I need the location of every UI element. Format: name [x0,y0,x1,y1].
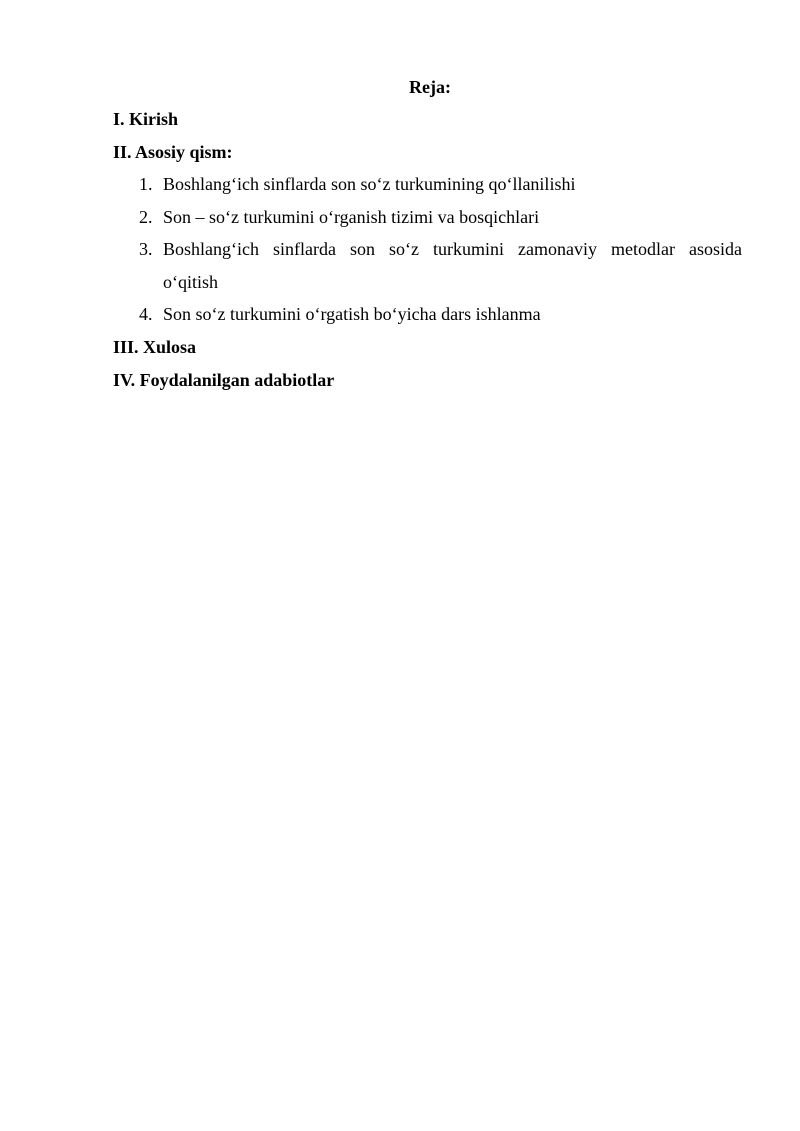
section-references: IV. Foydalanilgan adabiotlar [113,370,335,390]
list-item [139,302,742,326]
list-item-text-continuation: o‘qitish [163,272,219,292]
list-item-number: 3. [139,239,153,259]
list-item-text: Son so‘z turkumini o‘rgatish bo‘yicha dars ishlanma [163,304,541,324]
list-item-number: 2. [139,207,153,227]
list-item-number: 1. [139,174,153,194]
list-item [139,205,742,229]
section-introduction: I. Kirish [113,109,179,129]
plan-title: Reja: [409,77,451,97]
list-item [139,172,742,196]
list-item-text: Boshlang‘ich sinflarda son so‘z turkumining qo‘llanilishi [163,174,576,194]
list-item-number: 4. [139,304,153,324]
list-item [139,237,742,261]
list-item-text: Boshlang‘ich sinflarda son so‘z turkumini zamonaviy metodlar asosida [163,239,742,259]
section-conclusion: III. Xulosa [113,337,197,357]
list-item-text: Son – so‘z turkumini o‘rganish tizimi va bosqichlari [163,207,540,227]
section-main-part: II. Asosiy qism: [113,142,233,162]
